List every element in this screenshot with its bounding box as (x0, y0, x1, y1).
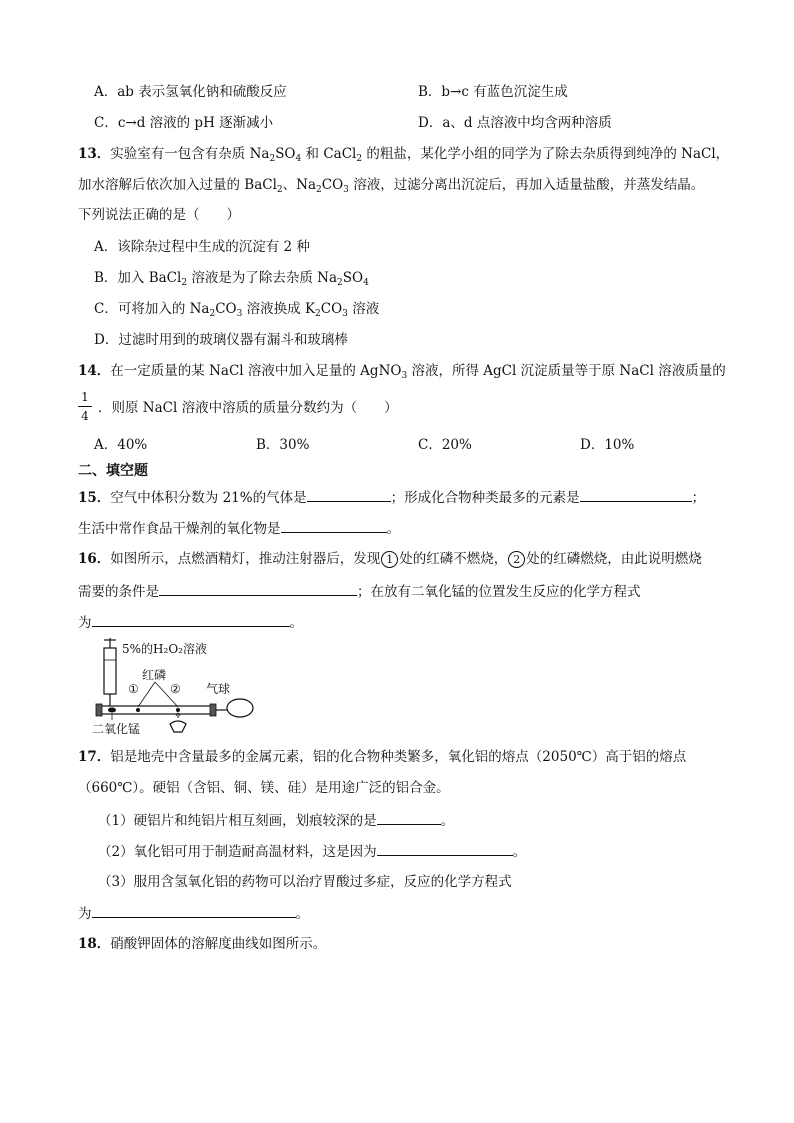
q14-option-c: C．20% (418, 437, 472, 453)
answer-blank[interactable] (377, 842, 513, 856)
q16-line3: 为 。 (78, 615, 303, 631)
q14-line2: ．则原 NaCl 溶液中溶质的质量分数约为（ ） (98, 400, 398, 416)
balloon-label: 气球 (206, 682, 231, 696)
position-1-label: ① (128, 682, 139, 696)
q13-option-a: A．该除杂过程中生成的沉淀有 2 种 (94, 239, 310, 255)
mno2-label: 二氧化锰 (92, 722, 141, 736)
syringe-label: 5%的H₂O₂溶液 (122, 642, 207, 656)
q16-line1: 16．如图所示，点燃酒精灯，推动注射器后，发现 1 处的红磷不燃烧， 2 处的红磷燃烧，由此说明燃烧 (78, 551, 702, 567)
q12-option-a: A．ab 表示氢氧化钠和硫酸反应 (94, 84, 287, 100)
position-2-label: ② (170, 682, 181, 696)
answer-blank[interactable] (307, 488, 391, 502)
fraction-bar (78, 406, 92, 407)
q17-line2: （660℃）。硬铝（含铝、铜、镁、硅）是用途广泛的铝合金。 (78, 780, 450, 796)
q17-line1: 17．铝是地壳中含量最多的金属元素，铝的化合物种类繁多，氧化铝的熔点（2050℃）高于铝的熔点 (78, 749, 687, 765)
q12-option-d: D．a、d 点溶液中均含两种溶质 (418, 115, 612, 131)
q13-option-c: C．可将加入的 $Na_2CO_3$ 溶液换成 $K_2CO_3$ 溶液 (94, 301, 380, 319)
q14-option-b: B．30% (256, 437, 310, 453)
q18-line: 18．硝酸钾固体的溶解度曲线如图所示。 (78, 936, 327, 952)
q15-line2: 生活中常作食品干燥剂的氧化物是 。 (78, 521, 400, 537)
q15-line1: 15．空气中体积分数为 21%的气体是 ；形成化合物种类最多的元素是 ； (78, 490, 706, 506)
fraction-numerator: 1 (81, 390, 89, 404)
q13-option-d: D．过滤时用到的玻璃仪器有漏斗和玻璃棒 (94, 332, 348, 348)
answer-blank[interactable] (92, 904, 296, 918)
q13-line1: 13．实验室有一包含有杂质 $Na_2SO_4$ 和 CaCl$_2$ 的粗盐，某化学小组的同学为了除去杂质得到纯净的 NaCl， (78, 146, 730, 164)
section-heading: 二、填空题 (78, 463, 148, 479)
answer-blank[interactable] (92, 613, 290, 627)
experiment-figure (90, 636, 255, 736)
q17-sub2: （2）氧化铝可用于制造耐高温材料，这是因为 。 (98, 844, 527, 860)
q17-sub1: （1）硬铝片和纯铝片相互刻画，划痕较深的是 。 (98, 813, 455, 829)
answer-blank[interactable] (580, 488, 692, 502)
q13-option-b: B．加入 BaCl$_2$ 溶液是为了除去杂质 $Na_2SO_4$ (94, 270, 369, 288)
red-phosphorus-label: 红磷 (142, 668, 167, 682)
q14-option-d: D．10% (580, 437, 635, 453)
circled-number-1: 1 (381, 551, 398, 568)
q13-line3: 下列说法正确的是（ ） (78, 207, 240, 223)
q12-option-c: C．c→d 溶液的 pH 逐渐减小 (94, 115, 274, 131)
q14-line1: 14．在一定质量的某 NaCl 溶液中加入足量的 AgNO$_3$ 溶液，所得 AgCl 沉淀质量等于原 NaCl 溶液质量的 (78, 363, 726, 381)
q16-line2: 需要的条件是 ；在放有二氧化锰的位置发生反应的化学方程式 (78, 584, 641, 600)
answer-blank[interactable] (159, 582, 357, 596)
answer-blank[interactable] (377, 811, 441, 825)
q12-option-b: B．b→c 有蓝色沉淀生成 (418, 84, 568, 100)
q14-option-a: A．40% (94, 437, 148, 453)
q14-fraction (78, 390, 92, 423)
circled-number-2: 2 (508, 551, 525, 568)
q17-sub3: （3）服用含氢氧化铝的药物可以治疗胃酸过多症，反应的化学方程式 (98, 874, 512, 890)
fraction-denominator: 4 (81, 409, 89, 423)
q17-line-last: 为 。 (78, 906, 309, 922)
answer-blank[interactable] (281, 519, 387, 533)
q13-line2: 加水溶解后依次加入过量的 BaCl$_2$、$Na_2CO_3$ 溶液，过滤分离出沉淀后，再加入适量盐酸，并蒸发结晶。 (78, 177, 705, 195)
